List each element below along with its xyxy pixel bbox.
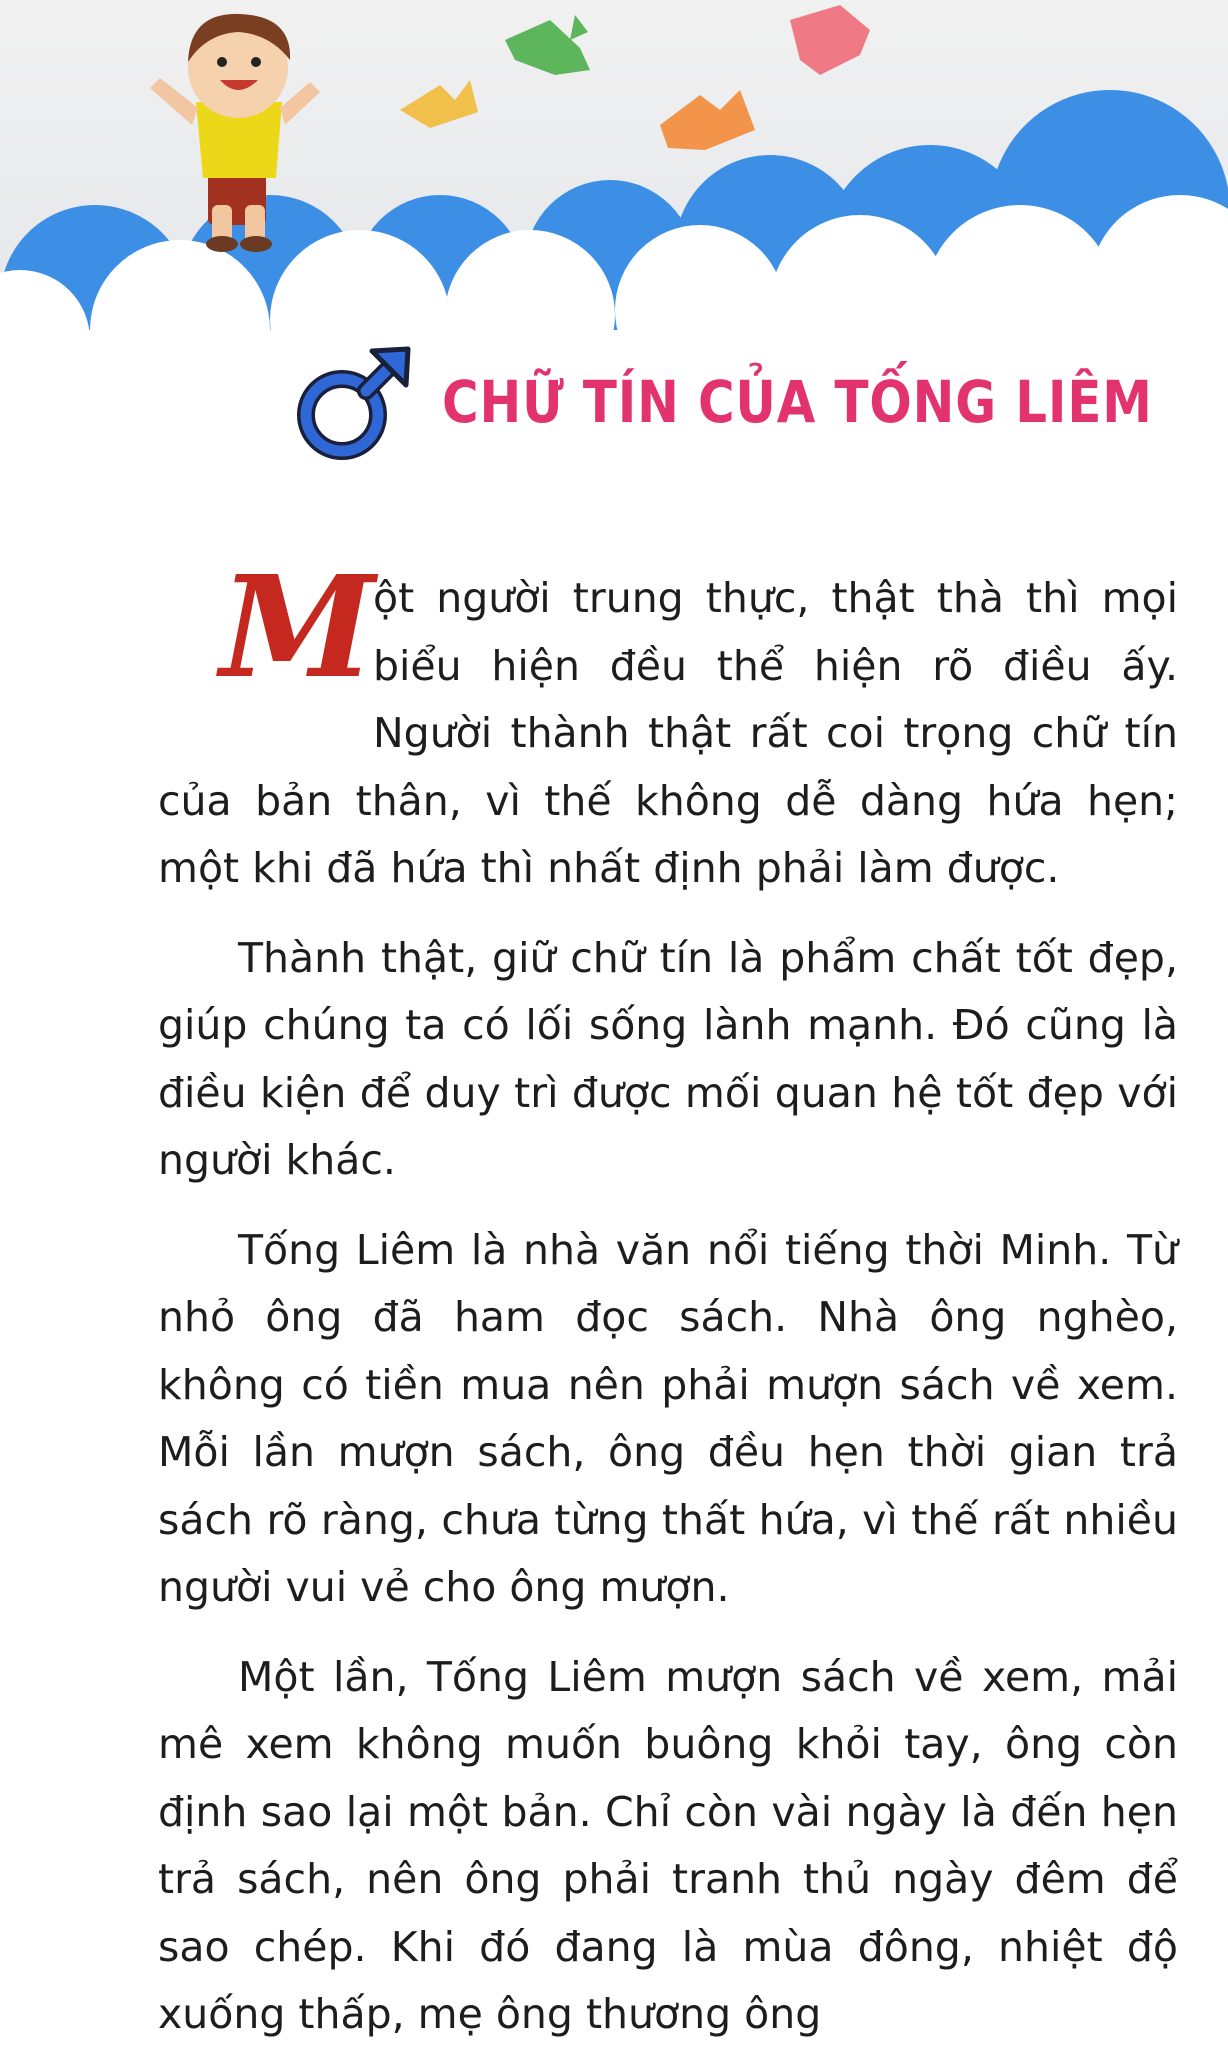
story-text [158, 546, 1178, 2071]
paragraph-4: Một lần, Tống Liêm mượn sách về xem, mải mê xem không muốn buông khỏi tay, ông còn định sao lại một bản. Chỉ còn vài ngày là đến hẹn trả sách, nên ông phải tranh thủ ngày đêm để sao chép. Khi đó đang là mùa đông, nhiệt độ xuống thấp, mẹ ông thương ông [158, 1652, 1178, 2038]
paragraph-2: Thành thật, giữ chữ tín là phẩm chất tốt đẹp, giúp chúng ta có lối sống lành mạnh. Đó cũng là điều kiện để duy trì được mối quan hệ tốt đẹp với người khác. [158, 933, 1178, 1184]
drop-cap-container [158, 546, 375, 710]
chapter-heading [290, 342, 1153, 462]
drop-cap: M [220, 546, 375, 710]
male-symbol-icon [290, 337, 420, 467]
page-title: CHỮ TÍN CỦA TỐNG LIÊM [442, 368, 1153, 436]
paragraph-1 [158, 546, 1178, 903]
header-illustration [0, 0, 1228, 380]
paragraph-1-text: ột người trung thực, thật thà thì mọi biểu hiện đều thể hiện rõ điều ấy. Người thành thật rất coi trọng chữ tín của bản thân, vì thế không dễ dàng hứa hẹn; một khi đã hứa thì nhất định phải làm được. [158, 574, 1178, 892]
paragraph-3: Tống Liêm là nhà văn nổi tiếng thời Minh. Từ nhỏ ông đã ham đọc sách. Nhà ông nghèo, không có tiền mua nên phải mượn sách về xem. Mỗi lần mượn sách, ông đều hẹn thời gian trả sách rõ ràng, chưa từng thất hứa, vì thế rất nhiều người vui vẻ cho ông mượn. [158, 1225, 1178, 1611]
